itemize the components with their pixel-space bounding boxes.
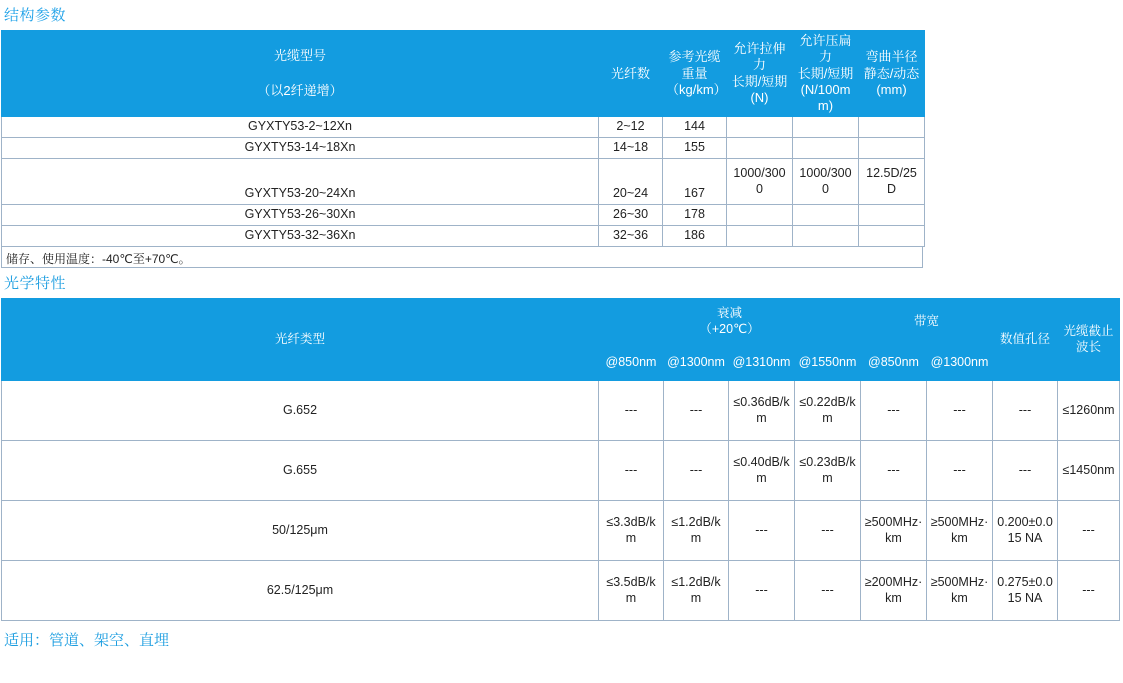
optical-characteristics-table <box>1 298 1120 621</box>
cell-na: --- <box>993 441 1058 501</box>
cell-bend <box>859 117 925 138</box>
cell-model: GYXTY53-20~24Xn <box>2 159 599 205</box>
col-header-attenuation <box>599 299 861 345</box>
cell-bw-1300: ≥500MHz·km <box>927 501 993 561</box>
cell-tensile <box>727 138 793 159</box>
cell-att-850: --- <box>599 441 664 501</box>
col-header-bend-line3: (mm) <box>876 81 907 97</box>
cell-na: --- <box>993 381 1058 441</box>
col-header-model <box>2 31 599 117</box>
col-header-attenuation-line1: 衰减 <box>716 306 742 321</box>
col-header-bend-line2: 静态/动态 <box>863 65 920 81</box>
col-header-tensile-line1: 允许拉伸力 <box>733 41 786 73</box>
cell-fiber-type: G.655 <box>2 441 599 501</box>
temperature-note: 储存、使用温度：-40℃至+70℃。 <box>1 247 923 268</box>
cell-fiber-count: 14~18 <box>599 138 663 159</box>
cell-spacer <box>925 159 1120 205</box>
cell-model: GYXTY53-26~30Xn <box>2 205 599 226</box>
cell-att-1310: ≤0.40dB/km <box>729 441 795 501</box>
cell-bw-1300: --- <box>927 441 993 501</box>
table-row <box>2 205 1120 226</box>
cell-bend <box>859 138 925 159</box>
cell-att-1550: ≤0.23dB/km <box>795 441 861 501</box>
table-row <box>2 501 1120 561</box>
col-header-attenuation-line2: （+20℃） <box>699 321 760 336</box>
cell-att-1550: ≤0.22dB/km <box>795 381 861 441</box>
table-row <box>2 117 1120 138</box>
table-header-row <box>2 31 1120 117</box>
cell-tensile <box>727 205 793 226</box>
col-header-tensile <box>727 31 793 117</box>
cell-bend <box>859 226 925 247</box>
cell-att-1300: ≤1.2dB/km <box>664 561 729 621</box>
col-header-bw-1300: @1300nm <box>927 345 993 381</box>
col-header-cutoff <box>1058 299 1120 381</box>
cell-fiber-count: 32~36 <box>599 226 663 247</box>
col-header-att-850: @850nm <box>599 345 664 381</box>
col-header-na: 数值孔径 <box>993 299 1058 381</box>
cell-spacer <box>925 205 1120 226</box>
col-header-bw-850: @850nm <box>861 345 927 381</box>
cell-bw-1300: ≥500MHz·km <box>927 561 993 621</box>
cell-spacer <box>925 226 1120 247</box>
col-header-weight <box>663 31 727 117</box>
cell-cutoff: ≤1260nm <box>1058 381 1120 441</box>
cell-fiber-count: 26~30 <box>599 205 663 226</box>
col-header-fiber-count: 光纤数 <box>599 31 663 117</box>
col-header-model-line1: 光缆型号 <box>273 48 326 64</box>
cell-att-850: ≤3.5dB/km <box>599 561 664 621</box>
col-header-weight-line1: 参考光缆 <box>668 49 721 65</box>
col-header-att-1550: @1550nm <box>795 345 861 381</box>
cell-att-850: --- <box>599 381 664 441</box>
cell-spacer <box>925 117 1120 138</box>
col-header-att-1310: @1310nm <box>729 345 795 381</box>
cell-fiber-type: 62.5/125μm <box>2 561 599 621</box>
table-row <box>2 381 1120 441</box>
cell-tensile <box>727 117 793 138</box>
col-header-spacer <box>925 31 1120 117</box>
col-header-weight-line2: 重量 <box>681 65 708 81</box>
col-header-cutoff-line1: 光缆截止 <box>1063 324 1114 339</box>
col-header-crush-line3: (N/100mm) <box>800 81 851 113</box>
cell-crush <box>793 138 859 159</box>
structure-section-title: 结构参数 <box>4 7 67 24</box>
table-row <box>2 138 1120 159</box>
col-header-crush-line1: 允许压扁力 <box>799 33 852 65</box>
cell-cutoff: --- <box>1058 501 1120 561</box>
cell-tensile <box>727 226 793 247</box>
cell-att-850: ≤3.3dB/km <box>599 501 664 561</box>
cell-model: GYXTY53-14~18Xn <box>2 138 599 159</box>
cell-att-1310: ≤0.36dB/km <box>729 381 795 441</box>
cell-bw-850: --- <box>861 441 927 501</box>
table-row <box>2 441 1120 501</box>
cell-bw-850: ≥500MHz·km <box>861 501 927 561</box>
cell-att-1300: --- <box>664 381 729 441</box>
table-row <box>2 561 1120 621</box>
cell-model: GYXTY53-2~12Xn <box>2 117 599 138</box>
cell-crush <box>793 226 859 247</box>
cell-att-1310: --- <box>729 501 795 561</box>
col-header-bend <box>859 31 925 117</box>
cell-bw-1300: --- <box>927 381 993 441</box>
table-row <box>2 159 1120 205</box>
cell-att-1550: --- <box>795 501 861 561</box>
application-note: 适用：管道、架空、直埋 <box>4 632 170 650</box>
cell-fiber-count: 2~12 <box>599 117 663 138</box>
col-header-crush <box>793 31 859 117</box>
col-header-bend-line1: 弯曲半径 <box>865 49 918 65</box>
cell-fiber-count: 20~24 <box>599 159 663 205</box>
cell-spacer <box>925 138 1120 159</box>
table-row <box>2 226 1120 247</box>
cell-tensile-merged: 1000/3000 <box>727 159 793 205</box>
col-header-att-1300: @1300nm <box>664 345 729 381</box>
col-header-weight-line3: （kg/km） <box>666 81 727 97</box>
cell-na: 0.275±0.015 NA <box>993 561 1058 621</box>
cell-att-1300: ≤1.2dB/km <box>664 501 729 561</box>
cell-weight: 186 <box>663 226 727 247</box>
cell-fiber-type: 50/125μm <box>2 501 599 561</box>
cell-att-1310: --- <box>729 561 795 621</box>
optical-section-title: 光学特性 <box>4 275 67 293</box>
cell-bw-850: ≥200MHz·km <box>861 561 927 621</box>
cell-bend <box>859 205 925 226</box>
cell-att-1550: --- <box>795 561 861 621</box>
cell-crush <box>793 117 859 138</box>
structure-parameters-table <box>1 30 1120 247</box>
cell-cutoff: ≤1450nm <box>1058 441 1120 501</box>
cell-crush-merged: 1000/3000 <box>793 159 859 205</box>
cell-model: GYXTY53-32~36Xn <box>2 226 599 247</box>
col-header-crush-line2: 长期/短期 <box>797 65 854 81</box>
col-header-bandwidth: 带宽 <box>861 299 993 345</box>
col-header-tensile-line3: (N) <box>750 89 769 105</box>
cell-cutoff: --- <box>1058 561 1120 621</box>
cell-weight: 167 <box>663 159 727 205</box>
cell-weight: 178 <box>663 205 727 226</box>
table-header-row <box>2 299 1120 345</box>
col-header-tensile-line2: 长期/短期 <box>731 73 788 89</box>
col-header-fiber-type: 光纤类型 <box>2 299 599 381</box>
cell-weight: 155 <box>663 138 727 159</box>
col-header-cutoff-line2: 波长 <box>1076 339 1102 354</box>
cell-weight: 144 <box>663 117 727 138</box>
cell-na: 0.200±0.015 NA <box>993 501 1058 561</box>
cell-fiber-type: G.652 <box>2 381 599 441</box>
cell-att-1300: --- <box>664 441 729 501</box>
cell-crush <box>793 205 859 226</box>
cell-bw-850: --- <box>861 381 927 441</box>
col-header-model-line2: （以2纤递增） <box>257 82 343 98</box>
cell-bend-merged: 12.5D/25D <box>859 159 925 205</box>
